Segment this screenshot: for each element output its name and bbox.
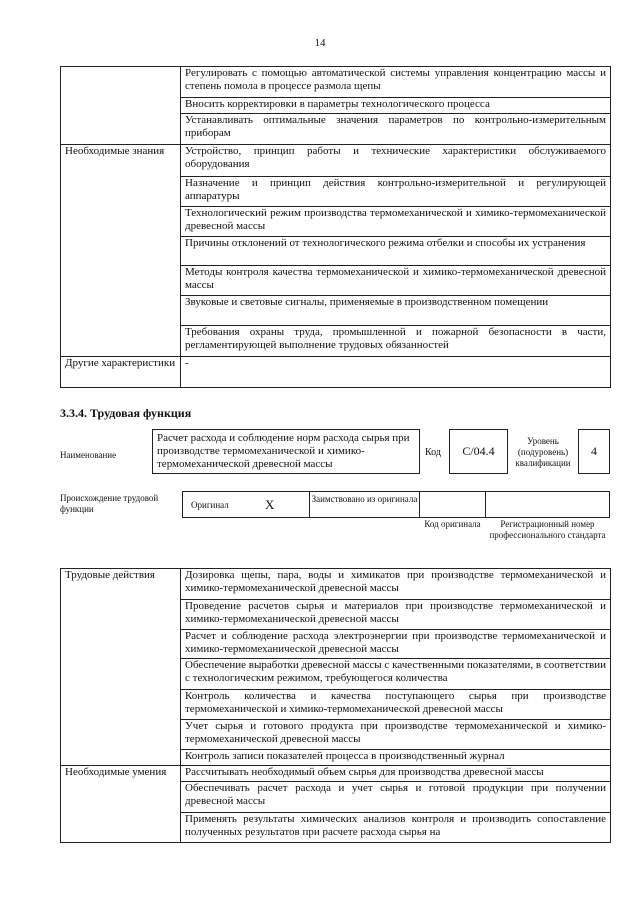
- code-caption: Код оригинала: [424, 519, 481, 529]
- original-mark: X: [265, 497, 275, 512]
- table-cell: Проведение расчетов сырья и материалов при производстве термомеханической и химико-термомеханической древесной массы: [181, 600, 611, 630]
- code-label: Код: [425, 447, 441, 458]
- page-number: 14: [314, 37, 326, 49]
- table-cell: Учет сырья и готового продукта при производстве термомеханической и химико-термомеханической древесной массы: [181, 720, 611, 750]
- table-cell: Звуковые и световые сигналы, применяемые в производственном помещении: [181, 296, 611, 326]
- table-cell: -: [181, 357, 611, 388]
- top-table: [60, 66, 611, 388]
- level-value: 4: [591, 444, 597, 458]
- table-cell: Обеспечивать расчет расхода и учет сырья и готовой продукции при получении древесной массы: [181, 782, 611, 813]
- bottom-table: [60, 568, 611, 843]
- function-name: Расчет расхода и соблюдение норм расхода сырья при производстве термомеханической и химико-термомеханической древесной массы: [157, 432, 410, 470]
- name-label: Наименование: [60, 450, 117, 460]
- name-value-box: [152, 429, 420, 474]
- table-cell: Назначение и принцип действия контрольно-измерительной и регулирующей аппаратуры: [181, 177, 611, 207]
- origin-cell-reg: [485, 491, 610, 518]
- reg-caption: Регистрационный номер профессионального стандарта: [489, 519, 606, 540]
- origin-cell-code: [419, 491, 486, 518]
- table-cell: Контроль количества и качества поступающего сырья при производстве термомеханической и химико-термомеханической древесной массы: [181, 690, 611, 720]
- top-row-label-1: [61, 67, 181, 145]
- table-cell: Контроль записи показателей процесса в производственный журнал: [181, 750, 611, 766]
- table-cell: Регулировать с помощью автоматической системы управления концентрацию массы и степень помола в процессе размола щепы: [181, 67, 611, 98]
- table-cell: Рассчитывать необходимый объем сырья для производства древесной массы: [181, 766, 611, 782]
- skills-label: Необходимые умения: [61, 766, 181, 843]
- table-cell: Устанавливать оптимальные значения параметров по контрольно-измерительным приборам: [181, 114, 611, 145]
- original-label: Оригинал: [191, 500, 229, 510]
- table-cell: Вносить корректировки в параметры технологического процесса: [181, 98, 611, 114]
- level-value-box: [578, 429, 610, 474]
- borrowed-label: Заимствовано из оригинала: [311, 494, 418, 504]
- other-characteristics-label: Другие характеристики: [61, 357, 181, 388]
- table-cell: Расчет и соблюдение расхода электроэнергии при производстве термомеханической и химико-термомеханической древесной массы: [181, 630, 611, 659]
- level-label: Уровень (подуровень) квалификации: [515, 436, 571, 468]
- table-cell: Дозировка щепы, пара, воды и химикатов при производстве термомеханической и химико-термомеханической древесной массы: [181, 569, 611, 600]
- code-value: C/04.4: [462, 444, 495, 458]
- table-cell: Устройство, принцип работы и технические характеристики обслуживаемого оборудования: [181, 145, 611, 177]
- table-cell: Методы контроля качества термомеханической и химико-термомеханической древесной массы: [181, 266, 611, 296]
- table-cell: Причины отклонений от технологического режима отбелки и способы их устранения: [181, 237, 611, 266]
- table-cell: Требования охраны труда, промышленной и пожарной безопасности в части, регламентирующей выполнение трудовых обязанностей: [181, 326, 611, 357]
- knowledge-label: Необходимые знания: [61, 145, 181, 357]
- table-cell: Применять результаты химических анализов контроля и производить сопоставление полученных результатов при расчете расхода сырья на: [181, 813, 611, 843]
- origin-label: Происхождение трудовой функции: [60, 493, 159, 514]
- origin-cell-borrowed: [309, 491, 420, 518]
- code-value-box: [449, 429, 508, 474]
- actions-label: Трудовые действия: [61, 569, 181, 766]
- table-cell: Технологический режим производства термомеханической и химико-термомеханической древесной массы: [181, 207, 611, 237]
- section-title: 3.3.4. Трудовая функция: [60, 406, 192, 420]
- origin-cell-original: [182, 491, 310, 518]
- table-cell: Обеспечение выработки древесной массы с качественными показателями, в соответствии с технологическим режимом, требующегося количества: [181, 659, 611, 690]
